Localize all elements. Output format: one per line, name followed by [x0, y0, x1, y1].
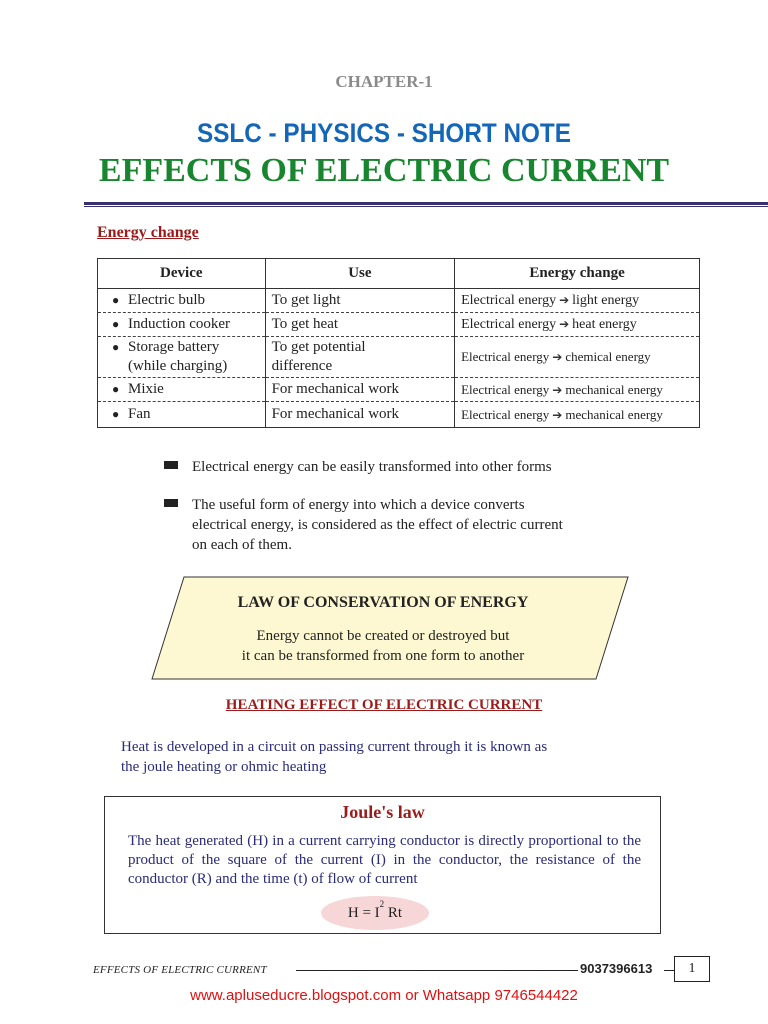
use-cell: For mechanical work	[265, 402, 455, 428]
arrow-right-icon: ➔	[552, 407, 563, 422]
law-text: Energy cannot be created or destroyed but it can be transformed from one form to another	[241, 628, 525, 664]
energy-cell: Electrical energy ➔ mechanical energy	[455, 378, 700, 402]
energy-cell: Electrical energy ➔ chemical energy	[455, 337, 700, 378]
page-subtitle: SSLC - PHYSICS - SHORT NOTE	[196, 118, 571, 148]
joules-formula: $H = I^2$ Rt	[347, 899, 403, 921]
title-divider-thin	[84, 206, 768, 207]
table-header-row	[98, 259, 700, 289]
table-row	[98, 289, 700, 313]
energy-change-heading: Energy change	[97, 224, 199, 241]
device-cell: ● Mixie	[98, 378, 266, 402]
table-row	[98, 337, 700, 378]
arrow-right-icon: ➔	[559, 292, 570, 307]
joules-law-title: Joule's law	[340, 802, 425, 822]
page-number: 1	[674, 956, 710, 982]
device-cell: ● Electric bulb	[98, 289, 266, 313]
column-header-energy-change: Energy change	[455, 259, 700, 289]
footer-site-link[interactable]: www.apluseducre.blogspot.com or Whatsapp 9746544422	[190, 987, 578, 1004]
arrow-right-icon: ➔	[552, 382, 563, 397]
table-row	[98, 313, 700, 337]
energy-cell: Electrical energy ➔ light energy	[455, 289, 700, 313]
use-cell: For mechanical work	[265, 378, 455, 402]
energy-cell: Electrical energy ➔ mechanical energy	[455, 402, 700, 428]
joules-law-text: The heat generated (H) in a current carrying conductor is directly proportional to the product of the square of the current (I) in the conductor, the resistance of the conductor (R) and the time (t) of flow of current	[128, 833, 641, 887]
footer-phone: 9037396613	[580, 961, 653, 976]
footer-rule	[296, 970, 578, 971]
square-bullet-icon	[164, 461, 178, 469]
use-cell: To get light	[265, 289, 455, 313]
bullet-point: The useful form of energy into which a device converts electrical energy, is considered as the effect of electric current on each of them.	[166, 495, 563, 555]
law-title: LAW OF CONSERVATION OF ENERGY	[237, 594, 529, 611]
footer-rule-short	[664, 970, 674, 971]
use-cell: To get heat	[265, 313, 455, 337]
column-header-use: Use	[265, 259, 455, 289]
title-divider	[84, 202, 768, 205]
device-cell: ● Induction cooker	[98, 313, 266, 337]
square-bullet-icon	[164, 499, 178, 507]
energy-cell: Electrical energy ➔ heat energy	[455, 313, 700, 337]
arrow-right-icon: ➔	[559, 316, 570, 331]
page-title: EFFECTS OF ELECTRIC CURRENT	[98, 152, 670, 189]
footer-label: EFFECTS OF ELECTRIC CURRENT	[93, 964, 267, 976]
bullet-icon: ●	[112, 317, 120, 331]
arrow-right-icon: ➔	[552, 350, 563, 364]
bullet-icon: ●	[112, 407, 120, 421]
heating-effect-heading: HEATING EFFECT OF ELECTRIC CURRENT	[225, 697, 543, 713]
table-row	[98, 378, 700, 402]
bullet-icon: ●	[112, 340, 120, 354]
device-cell: ● Fan	[98, 402, 266, 428]
bullet-point: Electrical energy can be easily transformed into other forms	[166, 457, 552, 477]
heating-effect-text: Heat is developed in a circuit on passing current through it is known as the joule heating or ohmic heating	[121, 739, 548, 775]
chapter-label: CHAPTER-1	[335, 72, 433, 91]
device-cell: ● Storage battery (while charging)	[98, 337, 266, 378]
bullet-icon: ●	[112, 293, 120, 307]
table-row	[98, 402, 700, 428]
column-header-device: Device	[98, 259, 266, 289]
use-cell: To get potential difference	[265, 337, 455, 378]
bullet-icon: ●	[112, 382, 120, 396]
energy-change-table	[97, 258, 700, 428]
